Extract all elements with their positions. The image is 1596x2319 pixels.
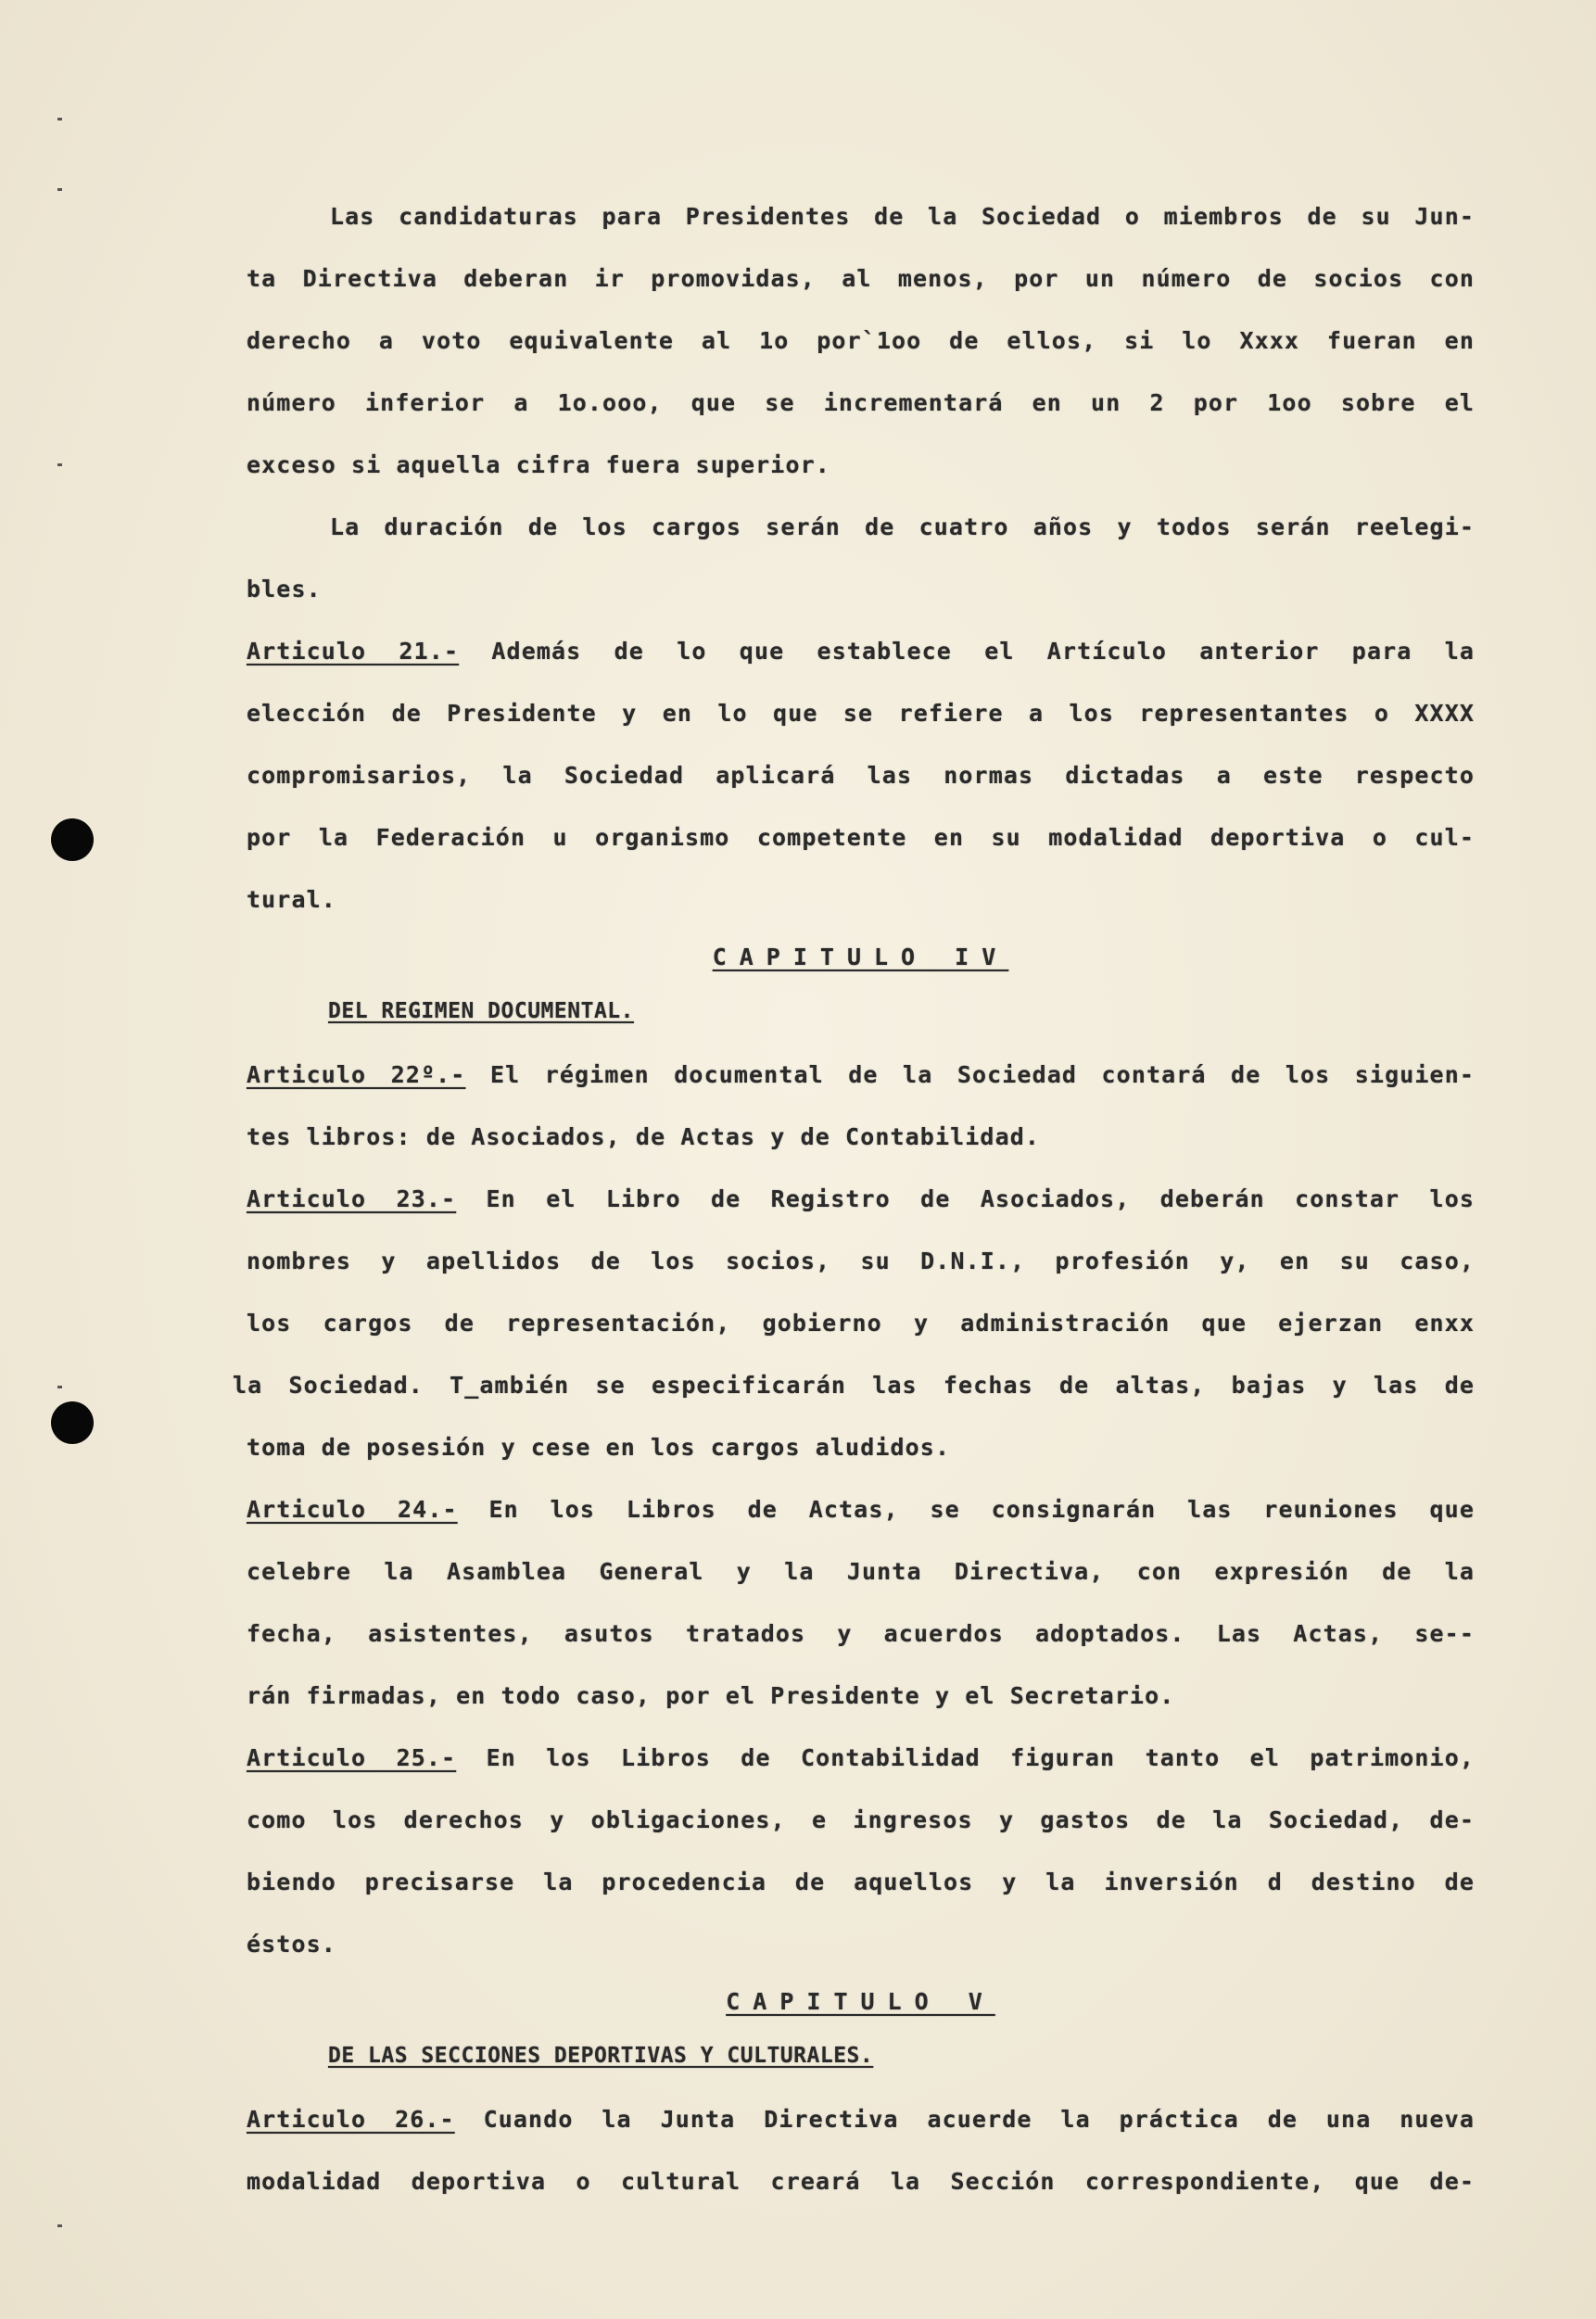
binder-hole — [51, 818, 94, 861]
text-line: bles. — [247, 576, 322, 602]
article-21-heading: Articulo 21.- — [247, 638, 460, 665]
text-line: como los derechos y obligaciones, e ingresos y gastos de la Sociedad, de- — [247, 1806, 1475, 1833]
margin-mark — [57, 1386, 62, 1388]
text-line: por la Federación u organismo competente en su modalidad deportiva o cul- — [247, 824, 1475, 851]
text-line: compromisarios, la Sociedad aplicará las normas dictadas a este respecto — [247, 762, 1475, 789]
article-25-heading: Articulo 25.- — [247, 1744, 457, 1771]
text-line: rán firmadas, en todo caso, por el Presidente y el Secretario. — [247, 1682, 1175, 1709]
article-22-heading: Articulo 22º.- — [247, 1061, 466, 1088]
text-line: celebre la Asamblea General y la Junta Directiva, con expresión de la — [247, 1558, 1475, 1585]
text-line: ta Directiva deberan ir promovidas, al menos, por un número de socios con — [247, 265, 1475, 292]
margin-mark — [57, 118, 62, 120]
chapter-5-subtitle: DE LAS SECCIONES DEPORTIVAS Y CULTURALES. — [328, 2044, 874, 2068]
text-line: número inferior a 1o.ooo, que se incrementará en un 2 por 1oo sobre el — [247, 389, 1475, 416]
article-23-first-line: Articulo 23.- En el Libro de Registro de Asociados, deberán constar los — [247, 1185, 1475, 1212]
chapter-4-subtitle: DEL REGIMEN DOCUMENTAL. — [328, 999, 634, 1023]
text-line: derecho a voto equivalente al 1o por`1oo de ellos, si lo Xxxx fueran en — [247, 327, 1475, 354]
article-21-first-line: Articulo 21.- Además de lo que establece el Artículo anterior para la — [247, 638, 1475, 665]
chapter-5-title: CAPITULO V — [726, 1988, 995, 2015]
text-line: Las candidaturas para Presidentes de la Sociedad o miembros de su Jun- — [330, 203, 1475, 230]
text-line: elección de Presidente y en lo que se refiere a los representantes o XXXX — [247, 700, 1475, 727]
text-line: la Sociedad. T_ambién se especificarán las fechas de altas, bajas y las de — [233, 1372, 1475, 1399]
text-line: modalidad deportiva o cultural creará la Sección correspondiente, que de- — [247, 2168, 1475, 2195]
text-line: fecha, asistentes, asutos tratados y acuerdos adoptados. Las Actas, se-- — [247, 1620, 1475, 1647]
text-line: toma de posesión y cese en los cargos aludidos. — [247, 1434, 951, 1461]
margin-mark — [57, 2224, 62, 2227]
margin-mark — [57, 463, 62, 466]
binder-hole — [51, 1401, 94, 1444]
margin-mark — [57, 188, 62, 191]
article-22-first-line: Articulo 22º.- El régimen documental de la Sociedad contará de los siguien- — [247, 1061, 1475, 1088]
text-line: éstos. — [247, 1931, 336, 1958]
article-26-first-line: Articulo 26.- Cuando la Junta Directiva acuerde la práctica de una nueva — [247, 2106, 1475, 2133]
article-24-first-line: Articulo 24.- En los Libros de Actas, se consignarán las reuniones que — [247, 1496, 1475, 1523]
text-line: tes libros: de Asociados, de Actas y de Contabilidad. — [247, 1123, 1041, 1150]
article-23-heading: Articulo 23.- — [247, 1185, 457, 1212]
text-line: La duración de los cargos serán de cuatro años y todos serán reelegi- — [330, 513, 1475, 540]
text-line: biendo precisarse la procedencia de aquellos y la inversión d destino de — [247, 1869, 1475, 1895]
text-line: los cargos de representación, gobierno y administración que ejerzan enxx — [247, 1310, 1475, 1337]
article-24-heading: Articulo 24.- — [247, 1496, 458, 1523]
text-line: tural. — [247, 886, 336, 913]
text-line: nombres y apellidos de los socios, su D.N.I., profesión y, en su caso, — [247, 1248, 1475, 1274]
document-body — [233, 190, 1476, 2217]
text-line: exceso si aquella cifra fuera superior. — [247, 451, 830, 478]
article-25-first-line: Articulo 25.- En los Libros de Contabilidad figuran tanto el patrimonio, — [247, 1744, 1476, 1771]
article-26-heading: Articulo 26.- — [247, 2106, 455, 2133]
chapter-4-title: CAPITULO IV — [712, 944, 1009, 970]
